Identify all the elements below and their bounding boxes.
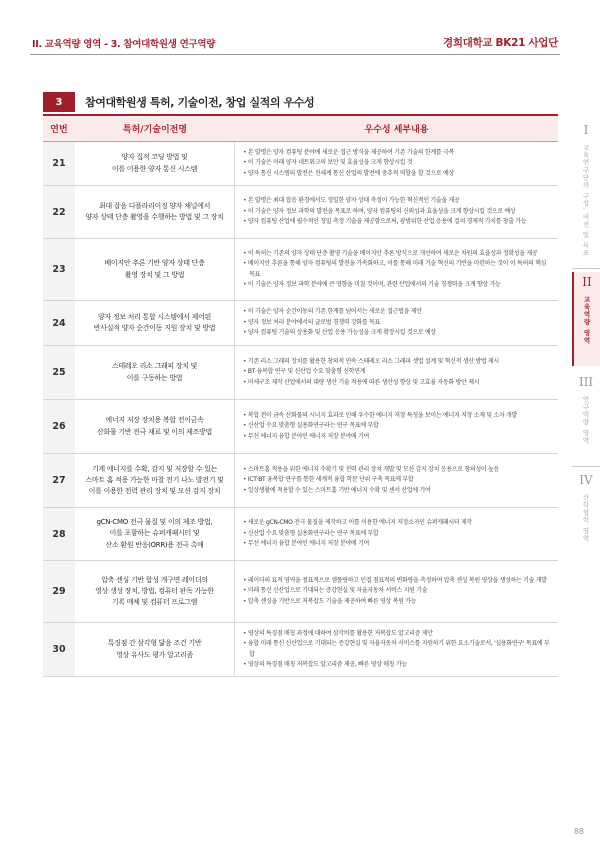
side-tab-2[interactable] bbox=[572, 272, 600, 366]
detail-item: • 양자 정보 처리 분야에서의 글로벌 경쟁력 강화를 목표 bbox=[243, 318, 552, 329]
detail-item: • 양자 컴퓨팅 산업에 필수적인 정밀 측정 기술을 제공함으로써, 광범위한 산업 응용에 걸쳐 경제적 가치를 창출 가능 bbox=[243, 217, 552, 228]
row-details bbox=[235, 142, 558, 185]
detail-list bbox=[243, 576, 552, 608]
section-number-badge: 3 bbox=[43, 92, 75, 112]
section-heading: 참여대학원생 특허, 기술이전, 창업 실적의 우수성 bbox=[85, 96, 315, 109]
detail-item: • 기존 리소 그래피 장치를 활용한 창의적 연속 스테레오 리소 그래피 셋업 설계 및 혁신적 생산 방법 제시 bbox=[243, 357, 552, 368]
page-number: 88 bbox=[573, 827, 584, 836]
section-title bbox=[43, 92, 558, 112]
detail-list bbox=[243, 196, 552, 228]
detail-item: • 양자 컴퓨팅 기술의 상용화 및 산업 응용 가능성을 크게 확장시킬 것으로 예상 bbox=[243, 328, 552, 339]
row-number: 23 bbox=[43, 239, 75, 300]
detail-item: • 무선 에너지 융합 분야인 에너지 저장 분야에 기여 bbox=[243, 432, 552, 443]
table-body bbox=[43, 142, 558, 677]
detail-item: • 스마트홈 적용을 위한 에너지 수확기 및 전력 관리 장치 개발 및 모션 감지 장치 응용으로 창의성이 높음 bbox=[243, 465, 552, 476]
side-tab-label: 연구역량 영역 bbox=[581, 396, 590, 445]
detail-list bbox=[243, 249, 552, 291]
detail-item: • 본 발명은 최대 잡음 환경에서도 정밀한 양자 상태 측정이 가능한 혁신적인 기술을 제공 bbox=[243, 196, 552, 207]
detail-item: • 이 기술은 미래 양자 네트워크의 보안 및 효율성을 크게 향상시킬 것 bbox=[243, 158, 552, 169]
side-tab-1[interactable] bbox=[572, 120, 600, 266]
detail-item: • 미래 통신 신산업으로 기대되는 증강현실 및 자율자동차 서비스 지원 기술 bbox=[243, 586, 552, 597]
table-row bbox=[43, 142, 558, 186]
detail-item: • 베이지안 추론을 통해 양자 컴퓨팅의 발전을 가속화하고, 이를 통해 미래 기술 혁신의 기반을 마련하는 것이 이 특허의 핵심 목표 bbox=[243, 259, 552, 280]
patent-table bbox=[43, 114, 558, 677]
header-col-name: 특허/기술이전명 bbox=[122, 125, 188, 135]
row-details bbox=[235, 400, 558, 453]
side-tab-label: 교육연구단의 구성, 비전 및 목표 bbox=[581, 144, 590, 257]
side-tab-roman: I bbox=[583, 123, 589, 137]
table-row bbox=[43, 561, 558, 623]
detail-item: • 본 발명은 양자 컴퓨팅 분야에 새로운 접근 방식을 제공하여 기존 기술의 한계를 극복 bbox=[243, 148, 552, 159]
detail-item: • 이 기술은 양자 순간이동의 기존 한계를 넘어서는 새로운 접근법을 제안 bbox=[243, 307, 552, 318]
row-patent-name: 압축 센싱 기반 합성 개구면 레이더의 영상 생성 장치, 방법, 컴퓨터 판독 가능한 기록 매체 및 컴퓨터 프로그램 bbox=[75, 561, 235, 622]
table-row bbox=[43, 400, 558, 454]
detail-item: • 영상의 특징점 매칭 저복잡도 알고리즘 제공, 빠른 영상 매칭 가능 bbox=[243, 660, 552, 671]
row-details bbox=[235, 561, 558, 622]
table-row bbox=[43, 186, 558, 239]
detail-list bbox=[243, 357, 552, 389]
detail-item: • 레이더의 표적 영역을 점표적으로 샘플링하고 인접 점표적의 변화량을 측정하여 압축 센싱 복원 영상을 생성하는 기술 개발 bbox=[243, 576, 552, 587]
detail-item: • 압축 센싱을 기반으로 저복잡도 기술을 제공하여 빠른 영상 복원 가능 bbox=[243, 597, 552, 608]
detail-item: • 새로운 gCN-CMO 전극 물질을 제작하고 이를 이용한 에너지 저장소자인 슈퍼캐패시터 제작 bbox=[243, 518, 552, 529]
row-details bbox=[235, 623, 558, 676]
detail-list bbox=[243, 307, 552, 339]
row-details bbox=[235, 508, 558, 560]
row-number: 30 bbox=[43, 623, 75, 676]
row-details bbox=[235, 346, 558, 399]
detail-item: • 신산업 수요 맞춤형 실용화연구라는 연구 목표에 부합 bbox=[243, 421, 552, 432]
row-patent-name: 최대 잡음 디플라리이징 양자 채널에서 양자 상태 단층 촬영을 수행하는 방법 및 그 장치 bbox=[75, 186, 235, 238]
detail-list bbox=[243, 148, 552, 180]
detail-item: • 무선 에너지 융합 분야인 에너지 저장 분야에 기여 bbox=[243, 539, 552, 550]
detail-item: • 영상의 특징점 매칭 과정에 대하여 삼각비를 활용한 저복잡도 알고리즘 제안 bbox=[243, 629, 552, 640]
side-tab-roman: II bbox=[582, 275, 592, 289]
table-row bbox=[43, 301, 558, 346]
row-patent-name: 특징점 간 삼각형 닮음 조건 기반 영상 유사도 평가 알고리즘 bbox=[75, 623, 235, 676]
detail-item: • 융합 미래 통신 신산업으로 기대되는 증강현실 및 자율자동차 서비스를 지원하기 위한 요소기술로서, '실용화연구' 목표에 부합 bbox=[243, 639, 552, 660]
header-org-name: 경희대학교 BK21 사업단 bbox=[442, 37, 558, 49]
row-patent-name: 양자 집적 코딩 방법 및 이를 이용한 양자 통신 시스템 bbox=[75, 142, 235, 185]
row-patent-name: 기계 에너지를 수확, 감지 및 저장할 수 있는 스마트 홈 적용 가능한 마찰 전기 나노 발전기 및 이를 이용한 전력 관리 장치 및 모션 감지 장치 bbox=[75, 454, 235, 507]
side-tab-roman: IV bbox=[579, 473, 593, 487]
header-breadcrumb: II. 교육역량 영역 - 3. 참여대학원생 연구역량 bbox=[32, 39, 216, 50]
table-row bbox=[43, 239, 558, 301]
table-header bbox=[43, 116, 558, 142]
row-patent-name: gCN-CMO 전극 물질 및 이의 제조 방법, 이를 포함하는 슈퍼캐패시터 및 산소 환원 반응(ORR)용 전극 촉매 bbox=[75, 508, 235, 560]
row-number: 21 bbox=[43, 142, 75, 185]
table-row bbox=[43, 454, 558, 508]
table-row bbox=[43, 346, 558, 400]
detail-item: • ICT·BT 융복합 연구를 통한 세계적 융합 학문 단위 구축 목표에 부합 bbox=[243, 475, 552, 486]
side-tab-4[interactable] bbox=[572, 470, 600, 570]
detail-item: • 이 특허는 기존의 양자 상태 단층 촬영 기술을 베이지안 추론 방식으로 개선하여 새로운 차원의 효율성과 정확성을 제공 bbox=[243, 249, 552, 260]
detail-item: • 양자 통신 시스템의 발전은 전세계 통신 산업의 발전에 중추적 역할을 할 것으로 예상 bbox=[243, 169, 552, 180]
detail-item: • 일상생활에 적용할 수 있는 스마트홈 기반 에너지 수확 및 센서 산업에 기여 bbox=[243, 486, 552, 497]
detail-list bbox=[243, 518, 552, 550]
row-number: 25 bbox=[43, 346, 75, 399]
detail-item: • 복합 전이 금속 산화물의 시너지 효과로 인해 우수한 에너지 저장 특성을 보이는 에너지 저장 소재 및 소자 개발 bbox=[243, 411, 552, 422]
row-details bbox=[235, 454, 558, 507]
row-patent-name: 에너지 저장 장치용 복합 전이금속 산화물 기반 전극 재료 및 이의 제조방법 bbox=[75, 400, 235, 453]
side-tab-label: 산학협력 영역 bbox=[581, 494, 590, 543]
side-divider bbox=[572, 466, 600, 467]
detail-item: • 이 기술은 양자 정보 과학 분야에 큰 영향을 미칠 것이며, 관련 산업에서의 기술 경쟁력을 크게 향상 가능 bbox=[243, 280, 552, 291]
row-number: 27 bbox=[43, 454, 75, 507]
header-col-number: 연번 bbox=[50, 125, 68, 135]
detail-list bbox=[243, 465, 552, 497]
row-number: 26 bbox=[43, 400, 75, 453]
row-number: 28 bbox=[43, 508, 75, 560]
row-details bbox=[235, 301, 558, 345]
page-header bbox=[0, 0, 600, 60]
row-details bbox=[235, 186, 558, 238]
header-divider bbox=[30, 54, 560, 55]
side-tab-label: 교육역량 영역 bbox=[582, 296, 591, 345]
detail-item: • 신산업 수요 맞춤형 실용화연구라는 연구 목표에 부합 bbox=[243, 529, 552, 540]
detail-item: • BT 융복합 연구 및 신산업 수요 맞춤형 신학연계 bbox=[243, 367, 552, 378]
row-patent-name: 스테레오 리소 그래피 장치 및 이를 구동하는 방법 bbox=[75, 346, 235, 399]
row-patent-name: 베이지안 추론 기반 양자 상태 단층 촬영 장치 및 그 방법 bbox=[75, 239, 235, 300]
row-number: 29 bbox=[43, 561, 75, 622]
table-row bbox=[43, 623, 558, 677]
row-number: 24 bbox=[43, 301, 75, 345]
detail-list bbox=[243, 629, 552, 671]
row-patent-name: 양자 정보 처리 통합 시스템에서 제어된 반사실적 양자 순간이동 지원 장치 및 방법 bbox=[75, 301, 235, 345]
detail-item: • 이 기술은 양자 정보 과학의 발전을 목표로 하며, 양자 컴퓨팅의 신뢰성과 효율성을 크게 향상시킬 것으로 예상 bbox=[243, 207, 552, 218]
side-tab-roman: III bbox=[578, 375, 594, 389]
side-divider bbox=[572, 268, 600, 269]
side-tab-3[interactable] bbox=[572, 372, 600, 464]
row-details bbox=[235, 239, 558, 300]
header-col-details: 우수성 세부내용 bbox=[364, 125, 429, 135]
detail-list bbox=[243, 411, 552, 443]
table-row bbox=[43, 508, 558, 561]
row-number: 22 bbox=[43, 186, 75, 238]
detail-item: • 미세구조 제작 산업에서의 대량 생산 기술 적용에 따른 생산성 향상 및 고효율 자동화 방안 제시 bbox=[243, 378, 552, 389]
